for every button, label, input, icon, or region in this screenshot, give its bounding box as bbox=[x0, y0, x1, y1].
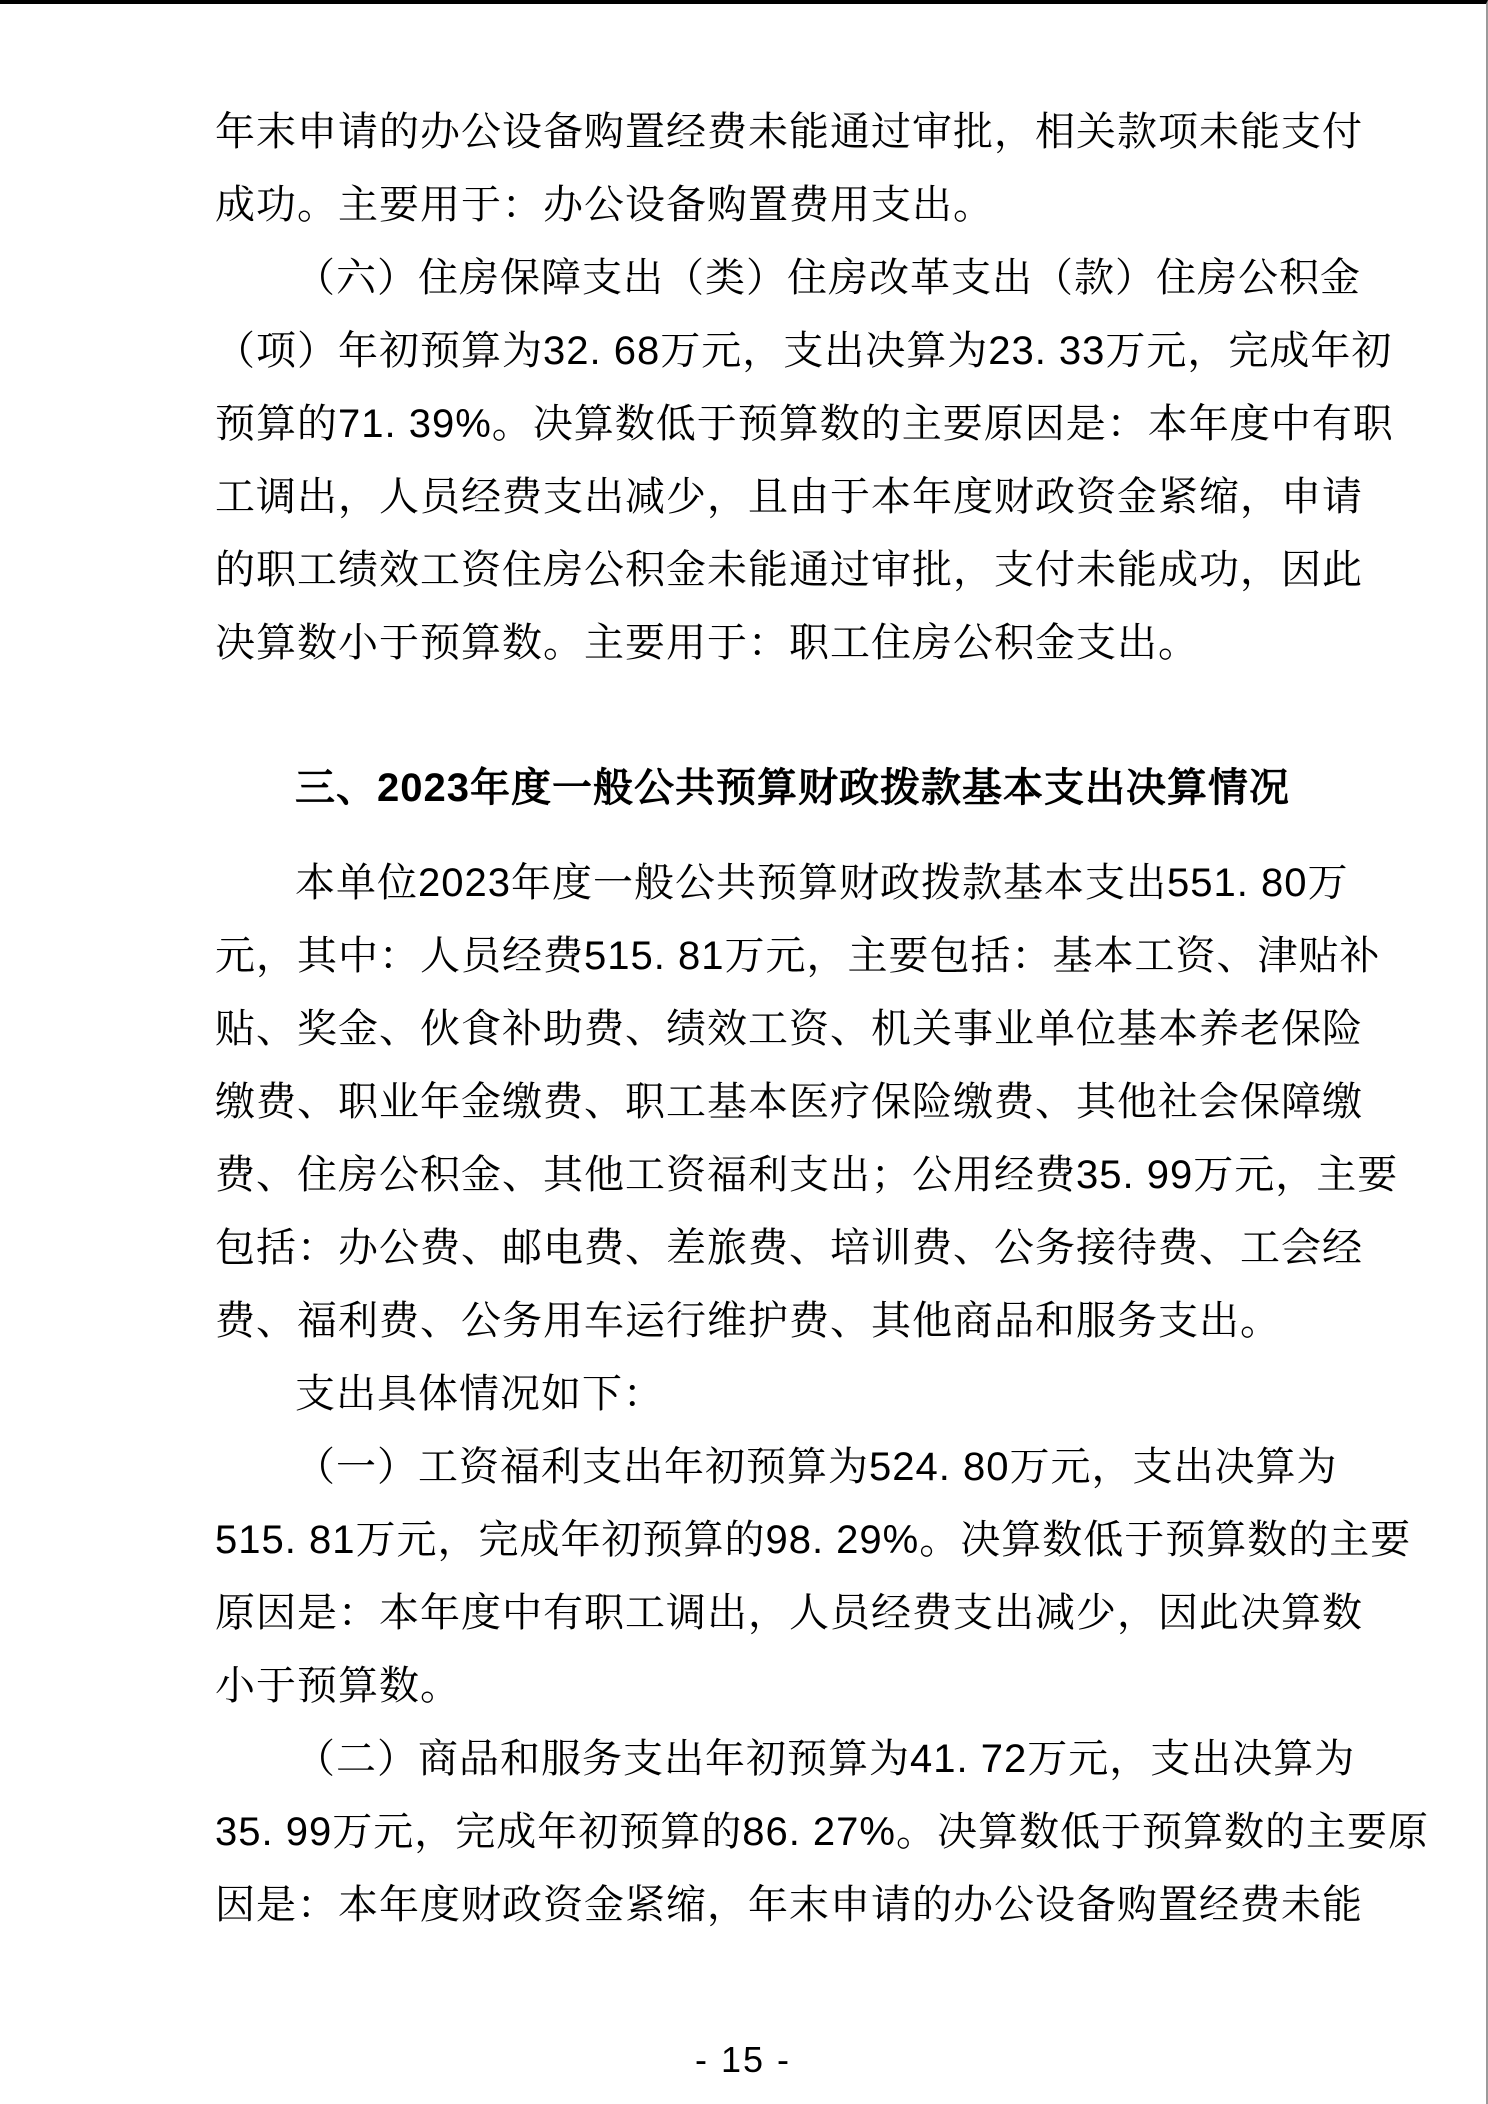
text-line: 因是：本年度财政资金紧缩，年末申请的办公设备购置经费未能 bbox=[215, 1883, 1363, 1927]
text-line: 原因是：本年度中有职工调出，人员经费支出减少，因此决算数 bbox=[215, 1591, 1363, 1635]
text-line: 的职工绩效工资住房公积金未能通过审批，支付未能成功，因此 bbox=[215, 548, 1363, 592]
page-number: - 15 - bbox=[694, 2039, 792, 2080]
text-line: 年末申请的办公设备购置经费未能通过审批，相关款项未能支付 bbox=[215, 110, 1363, 154]
text-line: 工调出，人员经费支出减少，且由于本年度财政资金紧缩，申请 bbox=[215, 475, 1363, 519]
text-line: 小于预算数。 bbox=[215, 1664, 461, 1708]
text-line: （六）住房保障支出（类）住房改革支出（款）住房公积金 bbox=[295, 256, 1361, 300]
text-line: 成功。主要用于：办公设备购置费用支出。 bbox=[215, 183, 994, 227]
text-line: 支出具体情况如下： bbox=[295, 1372, 664, 1416]
text-line: 费、福利费、公务用车运行维护费、其他商品和服务支出。 bbox=[215, 1299, 1281, 1343]
text-line: 元，其中：人员经费515. 81万元，主要包括：基本工资、津贴补 bbox=[215, 934, 1381, 978]
text-line: （二）商品和服务支出年初预算为41. 72万元，支出决算为 bbox=[295, 1737, 1356, 1781]
text-line: 预算的71. 39%。决算数低于预算数的主要原因是：本年度中有职 bbox=[215, 402, 1394, 446]
section-heading: 三、2023年度一般公共预算财政拨款基本支出决算情况 bbox=[295, 766, 1290, 810]
document-body bbox=[215, 96, 1429, 1942]
text-line: 35. 99万元，完成年初预算的86. 27%。决算数低于预算数的主要原 bbox=[215, 1810, 1429, 1854]
text-line: 贴、奖金、伙食补助费、绩效工资、机关事业单位基本养老保险 bbox=[215, 1007, 1363, 1051]
text-line: 515. 81万元，完成年初预算的98. 29%。决算数低于预算数的主要 bbox=[215, 1518, 1412, 1562]
text-line: （一）工资福利支出年初预算为524. 80万元，支出决算为 bbox=[295, 1445, 1338, 1489]
text-line: 包括：办公费、邮电费、差旅费、培训费、公务接待费、工会经 bbox=[215, 1226, 1363, 1270]
text-line: 费、住房公积金、其他工资福利支出；公用经费35. 99万元，主要 bbox=[215, 1153, 1399, 1197]
text-line: 缴费、职业年金缴费、职工基本医疗保险缴费、其他社会保障缴 bbox=[215, 1080, 1363, 1124]
text-line: （项）年初预算为32. 68万元，支出决算为23. 33万元，完成年初 bbox=[215, 329, 1393, 373]
text-line: 决算数小于预算数。主要用于：职工住房公积金支出。 bbox=[215, 621, 1199, 665]
text-line: 本单位2023年度一般公共预算财政拨款基本支出551. 80万 bbox=[295, 861, 1349, 905]
